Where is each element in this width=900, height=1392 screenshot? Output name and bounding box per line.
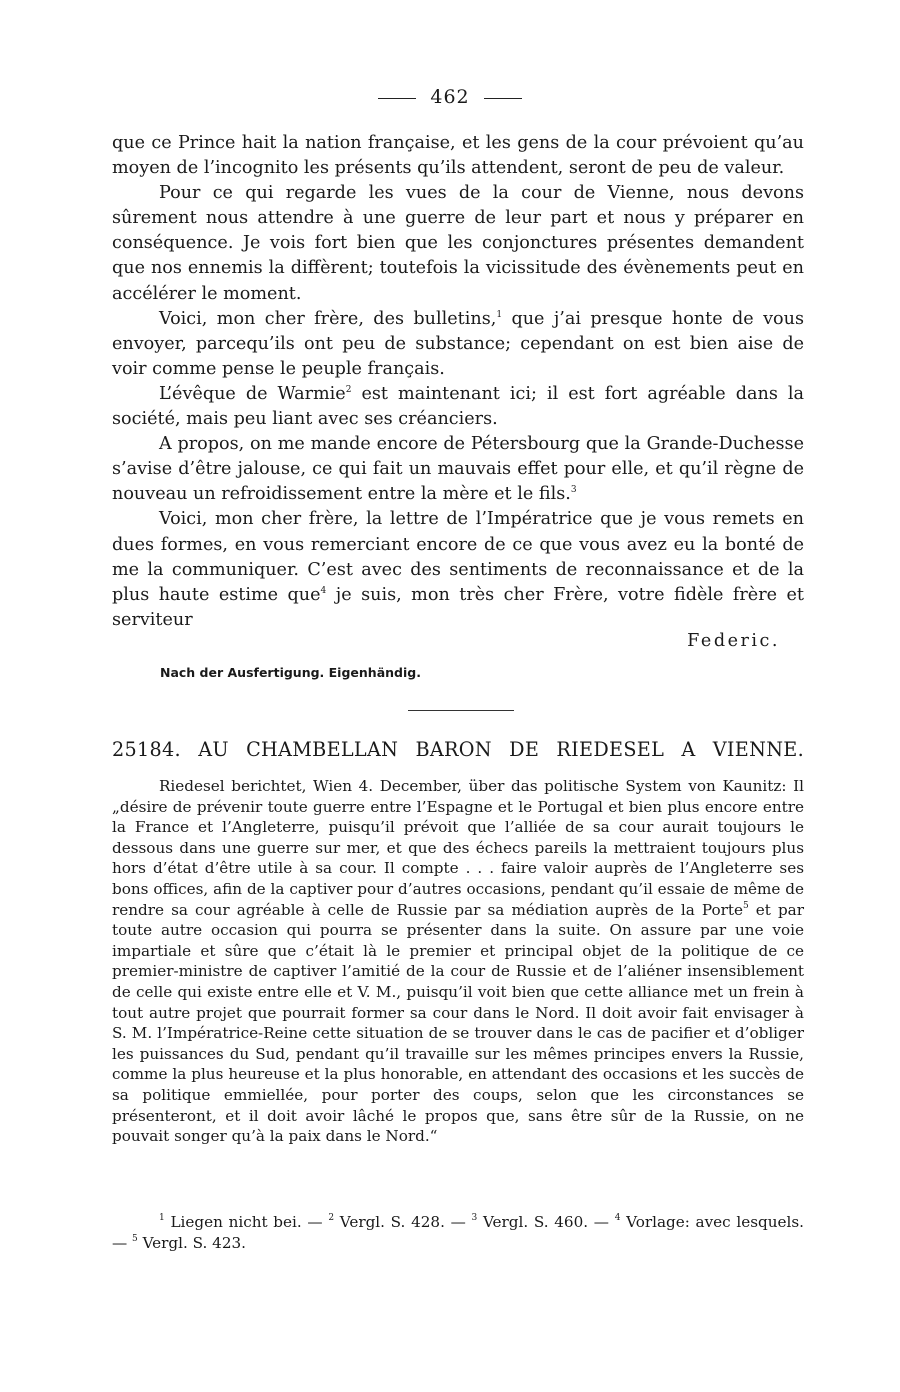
editorial-summary bbox=[112, 776, 804, 1147]
footnote-ref: 1 bbox=[496, 309, 503, 320]
footnote-ref: 4 bbox=[320, 585, 327, 596]
letter-paragraph-3: Voici, mon cher frère, des bulletins,$^1$ que j’ai presque honte de vous envoyer, parcequ’ils ont peu de substance; cependant on est bien aise de voir comme pense le peuple français. bbox=[112, 308, 804, 379]
letter-body bbox=[112, 131, 804, 659]
signature-row bbox=[112, 630, 804, 659]
letter-paragraph-1: que ce Prince hait la nation française, et les gens de la cour prévoient qu’au moyen de l’incognito les présents qu’ils attendent, seront de peu de valeur. bbox=[112, 133, 804, 179]
page-header bbox=[0, 86, 900, 108]
footnote-mark: 2 bbox=[328, 1213, 335, 1223]
header-dash-right bbox=[484, 98, 522, 99]
letter-paragraph-2: Pour ce qui regarde les vues de la cour de Vienne, nous devons sûrement nous attendre à une guerre de leur part et nous y préparer en conséquence. Je vois fort bien que les conjonctures présentes demandent que nos ennemis la diffèrent; toutefois la vicissitude des évènements peut en accélérer le moment. bbox=[112, 183, 804, 304]
footnote-mark: 5 bbox=[132, 1234, 138, 1244]
footnote-mark: 3 bbox=[471, 1213, 478, 1223]
letter-paragraph-5: A propos, on me mande encore de Pétersbourg que la Grande-Duchesse s’avise d’être jalouse, ce qui fait un mauvais effet pour elle, et qu’il règne de nouveau un refroidissement entre la mère et le fils.$^3$ bbox=[112, 434, 804, 505]
footnote-ref: 3 bbox=[570, 485, 577, 496]
summary-paragraph: Riedesel berichtet, Wien 4. December, über das politische System von Kaunitz: Il „désire de prévenir toute guerre entre l’Espagne et le Portugal et bien plus encore entre la France et l’Angleterre, puisqu’il prévoit que l’alliée de sa cour aurait toujours le dessous dans une guerre sur mer, et que des échecs pareils la mettraient toujours plus hors d’état d’être utile à sa cour. Il compte . . . faire valoir auprès de l’Angleterre ses bons offices, afin de la captiver pour d’autres occasions, pendant qu’il essaie de même de rendre sa cour agréable à celle de Russie par sa médiation auprès de la Porte$^5$ et par toute autre occasion qui pourra se présenter dans la suite. On assure par une voie impartiale et sûre que c’était là le premier et principal objet de la politique de ce premier-ministre de captiver l’amitié de la cour de Russie et de l’aliéner insensiblement de celle qui existe entre elle et V. M., puisqu’il voit bien que cette alliance met un frein à tout autre projet que pourrait former sa cour dans le Nord. Il doit avoir fait envisager à S. M. l’Impératrice-Reine cette situation de se trouver dans le cas de pacifier et d’obliger les puissances du Sud, pendant qu’il travaille sur les mêmes principes envers la Russie, comme la plus heureuse et la plus honorable, en attendant des occasions et les succès de sa politique emmiellée, pour porter des coups, selon que les circonstances se présenteront, et il doit avoir lâché le propos que, sans être sûr de la Russie, on ne pouvait songer qu’à la paix dans le Nord.“ bbox=[112, 777, 804, 1146]
footnote-ref: 5 bbox=[742, 900, 749, 911]
footnote-mark: 4 bbox=[614, 1213, 621, 1223]
page-number: 462 bbox=[430, 86, 470, 108]
footnote-ref: 2 bbox=[345, 384, 352, 395]
header-dash-left bbox=[378, 98, 416, 99]
letter-paragraph-6: Voici, mon cher frère, la lettre de l’Impératrice que je vous remets en dues formes, en vous remerciant encore de ce que vous avez eu la bonté de me la communiquer. C’est avec des sentiments de reconnaissance et de la plus haute estime que$^4$ je suis, mon très cher Frère, votre fidèle frère et serviteur bbox=[112, 509, 804, 630]
section-divider bbox=[408, 710, 514, 711]
footnotes bbox=[112, 1212, 804, 1254]
footnote-mark: 1 bbox=[159, 1213, 165, 1223]
source-note: Nach der Ausfertigung. Eigenhändig. bbox=[160, 665, 421, 680]
letter-paragraph-4: L’évêque de Warmie$^2$ est maintenant ici; il est fort agréable dans la société, mais peu liant avec ses créanciers. bbox=[112, 383, 804, 430]
signature: Federic. bbox=[687, 630, 780, 651]
letter-heading: 25184. AU CHAMBELLAN BARON DE RIEDESEL A VIENNE. bbox=[112, 738, 804, 761]
footnote-line: $^1$ Liegen nicht bei. — $^2$ Vergl. S. 428. — $^3$ Vergl. S. 460. — $^4$ Vorlage: avec lesquels. — $^5$ Vergl. S. 423. bbox=[112, 1213, 804, 1252]
